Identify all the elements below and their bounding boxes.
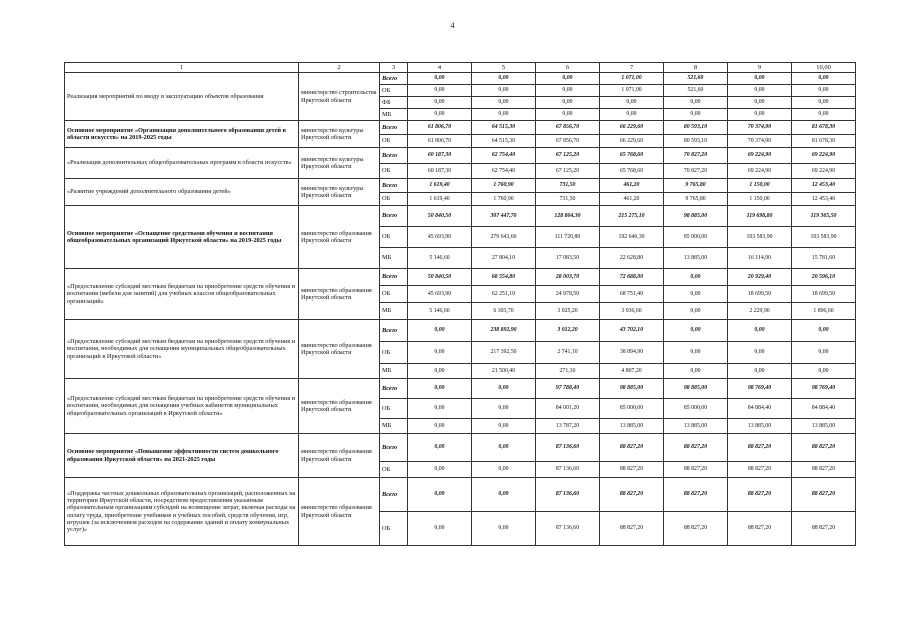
amount-cell: 0,00 [472, 85, 536, 97]
table-row [65, 269, 856, 286]
amount-cell: 84 001,20 [536, 399, 600, 419]
table-row [65, 320, 856, 342]
responsible-executor: министерство образования Иркутской области [299, 379, 380, 434]
responsible-executor: министерство образования Иркутской области [299, 320, 380, 379]
amount-cell: 88 827,20 [664, 478, 728, 512]
activity-name: Основное мероприятие «Организация дополнительного образования детей в области искусств» на 2019-2025 годы [65, 121, 299, 148]
funding-source: Всего [380, 148, 408, 164]
amount-cell: 0,00 [408, 109, 472, 121]
amount-cell: 0,00 [472, 109, 536, 121]
amount-cell: 67 856,70 [536, 121, 600, 135]
amount-cell: 0,00 [472, 462, 536, 478]
amount-cell: 0,00 [728, 97, 792, 109]
activity-name: «Реализация дополнительных общеобразовательных программ в области искусств» [65, 148, 299, 179]
amount-cell: 28 003,70 [536, 269, 600, 286]
amount-cell: 0,00 [408, 73, 472, 85]
amount-cell: 88 827,20 [664, 434, 728, 462]
amount-cell: 0,00 [600, 109, 664, 121]
responsible-executor: министерство культуры Иркутской области [299, 179, 380, 206]
funding-source: Всего [380, 206, 408, 227]
responsible-executor: министерство образования Иркутской области [299, 269, 380, 320]
amount-cell: 0,00 [408, 434, 472, 462]
table-row [65, 379, 856, 399]
table-row [65, 434, 856, 462]
amount-cell: 87 136,60 [536, 512, 600, 546]
amount-cell: 3 936,60 [600, 303, 664, 320]
amount-cell: 521,60 [664, 73, 728, 85]
amount-cell: 69 224,90 [792, 148, 856, 164]
amount-cell: 192 646,30 [600, 227, 664, 248]
amount-cell: 98 885,00 [664, 206, 728, 227]
amount-cell: 2 741,10 [536, 342, 600, 364]
amount-cell: 307 447,70 [472, 206, 536, 227]
amount-cell: 0,00 [408, 478, 472, 512]
amount-cell: 85 000,00 [664, 227, 728, 248]
amount-cell: 98 885,00 [664, 379, 728, 399]
amount-cell: 103 583,90 [728, 227, 792, 248]
amount-cell: 62 754,40 [472, 164, 536, 179]
amount-cell: 98 769,40 [728, 379, 792, 399]
amount-cell: 13 885,00 [728, 419, 792, 434]
amount-cell: 0,00 [728, 85, 792, 97]
amount-cell: 18 699,50 [728, 286, 792, 303]
amount-cell: 0,00 [792, 109, 856, 121]
amount-cell: 215 275,10 [600, 206, 664, 227]
amount-cell: 61 806,70 [408, 121, 472, 135]
amount-cell: 1 760,90 [472, 179, 536, 193]
table-row [65, 121, 856, 135]
amount-cell: 18 699,50 [792, 286, 856, 303]
amount-cell: 72 688,00 [600, 269, 664, 286]
funding-source: Всего [380, 379, 408, 399]
amount-cell: 0,00 [472, 73, 536, 85]
amount-cell: 0,00 [664, 286, 728, 303]
table-row [65, 478, 856, 512]
amount-cell: 45 693,90 [408, 286, 472, 303]
amount-cell: 88 827,20 [792, 462, 856, 478]
amount-cell: 12 453,40 [792, 179, 856, 193]
amount-cell: 731,50 [536, 179, 600, 193]
amount-cell: 1 150,00 [728, 179, 792, 193]
activity-name: «Предоставление субсидий местным бюджетам на приобретение средств обучения и воспитания, необходимых для оснащения муниципальных общеобразовательных организаций в Иркутской области» [65, 320, 299, 379]
amount-cell: 0,00 [408, 364, 472, 379]
funding-source: ОБ [380, 85, 408, 97]
amount-cell: 80 593,10 [664, 135, 728, 148]
amount-cell: 70 374,90 [728, 121, 792, 135]
amount-cell: 0,00 [408, 85, 472, 97]
amount-cell: 0,00 [472, 512, 536, 546]
amount-cell: 98 769,40 [792, 379, 856, 399]
amount-cell: 0,00 [792, 73, 856, 85]
amount-cell: 24 978,50 [536, 286, 600, 303]
amount-cell: 20 596,10 [792, 269, 856, 286]
amount-cell: 87 136,60 [536, 434, 600, 462]
funding-source: ОБ [380, 342, 408, 364]
header-cell: 8 [664, 63, 728, 73]
amount-cell: 88 827,20 [664, 462, 728, 478]
activity-name: «Поддержка частных дошкольных образовательных организаций, расположенных на территории Иркутской области, посредством предоставления указанным образовательным организациям субсидий на возмещение затрат, включая расходы на оплату труда, приобретение учебников и учебных пособий, средств обучения, игр, игрушек (за исключением расходов на содержание зданий и оплату коммунальных услуг)» [65, 478, 299, 546]
funding-source: Всего [380, 320, 408, 342]
amount-cell: 12 453,40 [792, 193, 856, 206]
amount-cell: 0,00 [792, 364, 856, 379]
activity-name: «Предоставление субсидий местным бюджетам на приобретение средств обучения и воспитания (мебели для занятий) для учебных классов общеобразовательных организаций» [65, 269, 299, 320]
budget-table [64, 62, 856, 546]
amount-cell: 66 229,60 [600, 135, 664, 148]
amount-cell: 88 827,20 [728, 462, 792, 478]
header-cell: 6 [536, 63, 600, 73]
activity-name: Реализация мероприятий по вводу в эксплуатацию объектов образования [65, 73, 299, 121]
amount-cell: 119 698,80 [728, 206, 792, 227]
amount-cell: 0,00 [792, 85, 856, 97]
amount-cell: 0,00 [664, 303, 728, 320]
amount-cell: 0,00 [728, 364, 792, 379]
amount-cell: 69 224,90 [728, 164, 792, 179]
amount-cell: 1 619,40 [408, 193, 472, 206]
responsible-executor: министерство строительства Иркутской области [299, 73, 380, 121]
amount-cell: 21 500,40 [472, 364, 536, 379]
amount-cell: 98 885,00 [600, 379, 664, 399]
funding-source: Всего [380, 73, 408, 85]
amount-cell: 0,00 [408, 342, 472, 364]
amount-cell: 97 788,40 [536, 379, 600, 399]
amount-cell: 0,00 [536, 109, 600, 121]
funding-source: Всего [380, 179, 408, 193]
amount-cell: 84 884,40 [792, 399, 856, 419]
amount-cell: 13 885,00 [664, 419, 728, 434]
amount-cell: 0,00 [472, 399, 536, 419]
table-row [65, 179, 856, 193]
amount-cell: 60 187,30 [408, 164, 472, 179]
amount-cell: 85 000,00 [600, 399, 664, 419]
amount-cell: 0,00 [792, 320, 856, 342]
activity-name: «Предоставление субсидий местным бюджетам на приобретение средств обучения и воспитания, необходимых для оснащения учебных кабинетов муниципальных общеобразовательных организаций в Иркутской области» [65, 379, 299, 434]
amount-cell: 67 125,20 [536, 164, 600, 179]
activity-name: Основное мероприятие «Повышение эффективности систем дошкольного образования Иркутской области» на 2021-2025 годы [65, 434, 299, 478]
funding-source: Всего [380, 121, 408, 135]
amount-cell: 0,00 [728, 342, 792, 364]
amount-cell: 70 374,90 [728, 135, 792, 148]
amount-cell: 0,00 [472, 419, 536, 434]
amount-cell: 67 856,70 [536, 135, 600, 148]
amount-cell: 0,00 [600, 97, 664, 109]
amount-cell: 461,20 [600, 179, 664, 193]
header-row [65, 63, 856, 73]
table-row [65, 148, 856, 164]
responsible-executor: министерство культуры Иркутской области [299, 148, 380, 179]
amount-cell: 20 929,40 [728, 269, 792, 286]
amount-cell: 238 892,90 [472, 320, 536, 342]
amount-cell: 1 896,60 [792, 303, 856, 320]
amount-cell: 3 025,20 [536, 303, 600, 320]
activity-name: «Развитие учреждений дополнительного образования детей» [65, 179, 299, 206]
funding-source: МБ [380, 303, 408, 320]
amount-cell: 88 827,20 [792, 478, 856, 512]
amount-cell: 4 807,20 [600, 364, 664, 379]
amount-cell: 22 628,80 [600, 248, 664, 269]
amount-cell: 0,00 [408, 512, 472, 546]
responsible-executor: министерство образования Иркутской области [299, 206, 380, 269]
amount-cell: 0,00 [792, 342, 856, 364]
amount-cell: 81 678,30 [792, 135, 856, 148]
amount-cell: 62 754,40 [472, 148, 536, 164]
amount-cell: 0,00 [664, 97, 728, 109]
amount-cell: 64 515,30 [472, 121, 536, 135]
amount-cell: 43 702,10 [600, 320, 664, 342]
amount-cell: 38 894,90 [600, 342, 664, 364]
amount-cell: 0,00 [472, 379, 536, 399]
page-number: 4 [450, 21, 455, 30]
amount-cell: 61 806,70 [408, 135, 472, 148]
amount-cell: 45 693,90 [408, 227, 472, 248]
amount-cell: 64 515,30 [472, 135, 536, 148]
amount-cell: 0,00 [792, 97, 856, 109]
amount-cell: 80 593,10 [664, 121, 728, 135]
amount-cell: 66 229,60 [600, 121, 664, 135]
amount-cell: 0,00 [408, 97, 472, 109]
header-cell: 1 [65, 63, 299, 73]
amount-cell: 88 827,20 [728, 434, 792, 462]
amount-cell: 87 136,60 [536, 462, 600, 478]
header-cell: 4 [408, 63, 472, 73]
amount-cell: 0,00 [408, 419, 472, 434]
amount-cell: 27 804,10 [472, 248, 536, 269]
amount-cell: 0,00 [664, 342, 728, 364]
amount-cell: 217 392,50 [472, 342, 536, 364]
table-row [65, 73, 856, 85]
amount-cell: 65 768,60 [600, 164, 664, 179]
header-cell: 7 [600, 63, 664, 73]
amount-cell: 9 765,80 [664, 179, 728, 193]
header-cell: 2 [299, 63, 380, 73]
amount-cell: 521,60 [664, 85, 728, 97]
funding-source: МБ [380, 364, 408, 379]
amount-cell: 17 083,50 [536, 248, 600, 269]
amount-cell: 0,00 [408, 320, 472, 342]
amount-cell: 5 146,60 [408, 303, 472, 320]
amount-cell: 111 720,80 [536, 227, 600, 248]
amount-cell: 5 146,60 [408, 248, 472, 269]
amount-cell: 50 840,50 [408, 206, 472, 227]
amount-cell: 3 012,20 [536, 320, 600, 342]
amount-cell: 88 827,20 [728, 478, 792, 512]
funding-source: ОБ [380, 227, 408, 248]
amount-cell: 0,00 [408, 399, 472, 419]
amount-cell: 13 787,20 [536, 419, 600, 434]
amount-cell: 461,20 [600, 193, 664, 206]
amount-cell: 69 224,90 [728, 148, 792, 164]
amount-cell: 103 583,90 [792, 227, 856, 248]
funding-source: ОБ [380, 286, 408, 303]
amount-cell: 15 781,60 [792, 248, 856, 269]
funding-source: ФБ [380, 97, 408, 109]
amount-cell: 0,00 [408, 462, 472, 478]
amount-cell: 16 114,90 [728, 248, 792, 269]
amount-cell: 0,00 [664, 364, 728, 379]
funding-source: Всего [380, 269, 408, 286]
amount-cell: 81 678,30 [792, 121, 856, 135]
amount-cell: 0,00 [536, 97, 600, 109]
funding-source: ОБ [380, 462, 408, 478]
header-cell: 5 [472, 63, 536, 73]
amount-cell: 1 619,40 [408, 179, 472, 193]
funding-source: Всего [380, 478, 408, 512]
amount-cell: 67 125,20 [536, 148, 600, 164]
amount-cell: 88 827,20 [600, 478, 664, 512]
funding-source: Всего [380, 434, 408, 462]
amount-cell: 84 884,40 [728, 399, 792, 419]
funding-source: ОБ [380, 512, 408, 546]
amount-cell: 279 643,60 [472, 227, 536, 248]
amount-cell: 68 751,40 [600, 286, 664, 303]
amount-cell: 69 224,90 [792, 164, 856, 179]
amount-cell: 0,00 [536, 85, 600, 97]
funding-source: ОБ [380, 399, 408, 419]
amount-cell: 0,00 [664, 320, 728, 342]
amount-cell: 0,00 [536, 73, 600, 85]
amount-cell: 0,00 [472, 434, 536, 462]
amount-cell: 0,00 [728, 109, 792, 121]
amount-cell: 1 150,00 [728, 193, 792, 206]
amount-cell: 0,00 [472, 478, 536, 512]
amount-cell: 0,00 [472, 97, 536, 109]
responsible-executor: министерство образования Иркутской области [299, 478, 380, 546]
table-row [65, 206, 856, 227]
funding-source: ОБ [380, 193, 408, 206]
funding-source: МБ [380, 419, 408, 434]
amount-cell: 731,50 [536, 193, 600, 206]
amount-cell: 70 827,20 [664, 148, 728, 164]
amount-cell: 119 365,50 [792, 206, 856, 227]
amount-cell: 0,00 [664, 269, 728, 286]
amount-cell: 65 768,60 [600, 148, 664, 164]
header-cell: 10,00 [792, 63, 856, 73]
amount-cell: 88 827,20 [792, 512, 856, 546]
amount-cell: 88 827,20 [600, 512, 664, 546]
amount-cell: 0,00 [664, 109, 728, 121]
amount-cell: 271,10 [536, 364, 600, 379]
activity-name: Основное мероприятие «Оснащение средствами обучения и воспитания общеобразовательных организаций Иркутской области» на 2019-2025 годы [65, 206, 299, 269]
amount-cell: 9 765,80 [664, 193, 728, 206]
amount-cell: 0,00 [408, 379, 472, 399]
amount-cell: 70 827,20 [664, 164, 728, 179]
amount-cell: 1 071,00 [600, 73, 664, 85]
responsible-executor: министерство образования Иркутской области [299, 434, 380, 478]
amount-cell: 1 760,90 [472, 193, 536, 206]
amount-cell: 68 554,80 [472, 269, 536, 286]
amount-cell: 88 827,20 [600, 462, 664, 478]
amount-cell: 0,00 [728, 320, 792, 342]
funding-source: ОБ [380, 135, 408, 148]
responsible-executor: министерство культуры Иркутской области [299, 121, 380, 148]
amount-cell: 13 885,00 [600, 419, 664, 434]
amount-cell: 1 071,00 [600, 85, 664, 97]
amount-cell: 88 827,20 [728, 512, 792, 546]
funding-source: ОБ [380, 164, 408, 179]
header-cell: 9 [728, 63, 792, 73]
amount-cell: 128 804,30 [536, 206, 600, 227]
funding-source: МБ [380, 248, 408, 269]
funding-source: МБ [380, 109, 408, 121]
amount-cell: 13 885,00 [664, 248, 728, 269]
amount-cell: 88 827,20 [664, 512, 728, 546]
amount-cell: 62 251,10 [472, 286, 536, 303]
amount-cell: 88 827,20 [600, 434, 664, 462]
amount-cell: 13 885,00 [792, 419, 856, 434]
amount-cell: 0,00 [728, 73, 792, 85]
amount-cell: 85 000,00 [664, 399, 728, 419]
amount-cell: 2 229,90 [728, 303, 792, 320]
amount-cell: 87 136,60 [536, 478, 600, 512]
amount-cell: 60 187,30 [408, 148, 472, 164]
header-cell: 3 [380, 63, 408, 73]
amount-cell: 50 840,50 [408, 269, 472, 286]
amount-cell: 88 827,20 [792, 434, 856, 462]
amount-cell: 6 303,70 [472, 303, 536, 320]
